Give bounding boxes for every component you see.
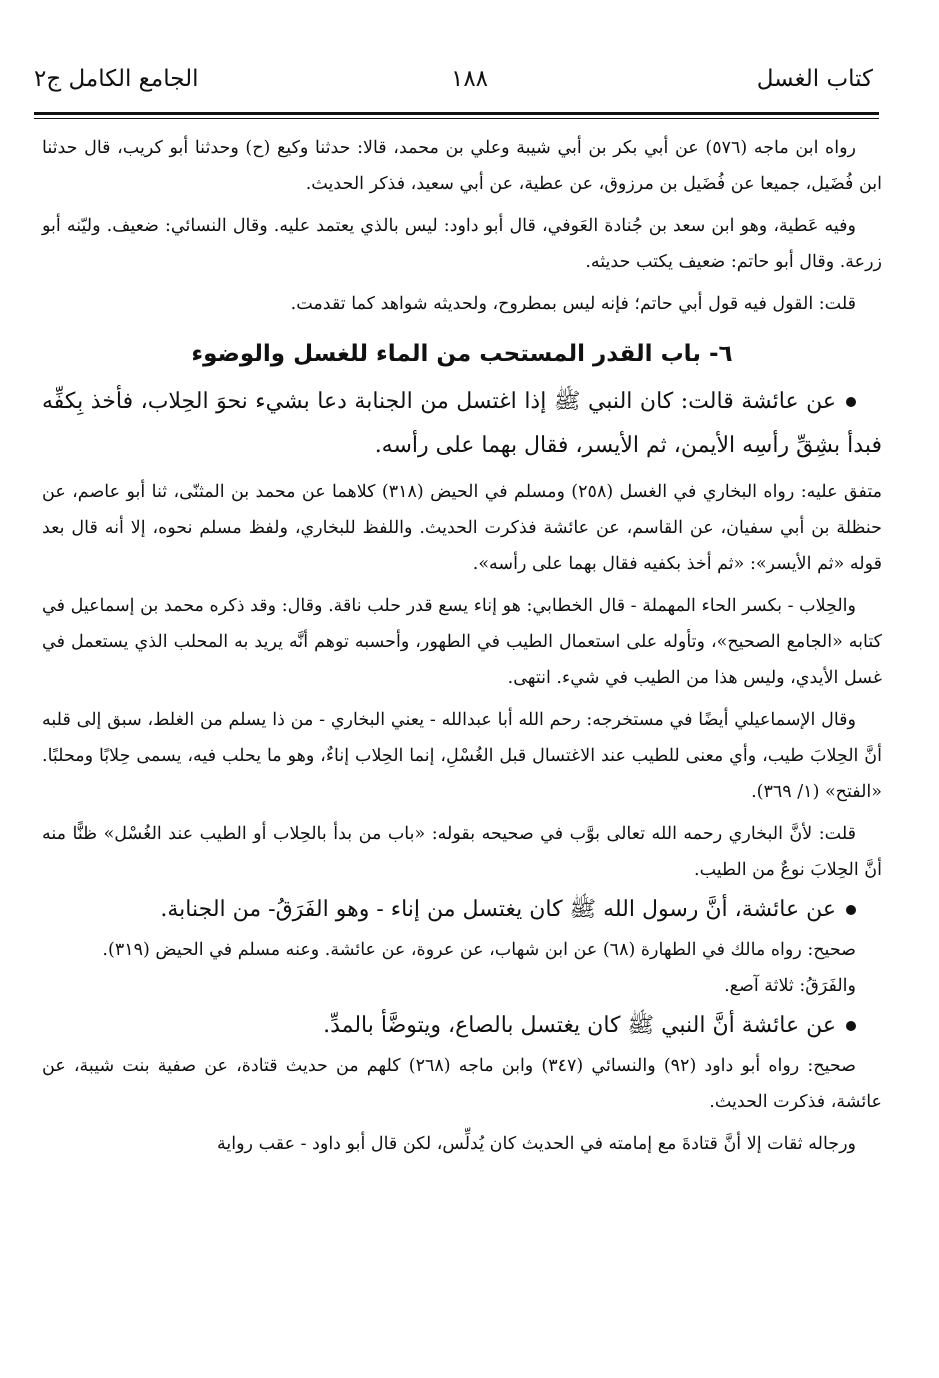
hadith-text [42, 1004, 882, 1048]
page-body [42, 130, 882, 1162]
footnote-paragraph: رواه ابن ماجه (٥٧٦) عن أبي بكر بن أبي شيبة وعلي بن محمد، قالا: حدثنا وكيع (ح) وحدثنا أبو كريب، قال حدثنا ابن فُضَيل، جميعا عن فُضَيل بن مرزوق، عن عطية، عن أبي سعيد، فذكر الحديث. [42, 138, 882, 194]
footnote-paragraph: قلت: لأنَّ البخاري رحمه الله تعالى بوَّب في صحيحه بقوله: «باب من بدأ بالحِلاب أو الطيب عند الغُسْل» ظنًّا منه أنَّ الحِلابَ نوعٌ من الطيب. [42, 824, 882, 880]
header-rule-thick [34, 112, 879, 115]
footnote-paragraph: والفَرَقُ: ثلاثة آصع. [724, 976, 856, 996]
header-rule-thin [34, 118, 879, 119]
footnote-paragraph: متفق عليه: رواه البخاري في الغسل (٢٥٨) ومسلم في الحيض (٣١٨) كلاهما عن محمد بن المثنّى، ثنا أبو عاصم، عن حنظلة بن أبي سفيان، عن القاسم، عن عائشة فذكرت الحديث. واللفظ للبخاري، ولفظ مسلم نحوه، إلا أنه قال بعد قوله «ثم الأيسر»: «ثم أخذ بكفيه فقال بهما على رأسه». [42, 482, 882, 574]
footnote-paragraph: صحيح: رواه مالك في الطهارة (٦٨) عن ابن شهاب، عن عروة، عن عائشة. وعنه مسلم في الحيض (٣١٩). [102, 940, 856, 960]
running-header-chapter: كتاب الغسل [756, 66, 873, 92]
bullet-icon [846, 397, 856, 407]
chapter-heading: ٦- باب القدر المستحب من الماء للغسل والوضوء [191, 341, 733, 367]
hadith-text-content: عن عائشة، أنَّ رسول الله ﷺ كان يغتسل من إناء - وهو الفَرَقُ- من الجنابة. [160, 897, 836, 922]
hadith-text [42, 888, 882, 932]
footnote-paragraph: صحيح: رواه أبو داود (٩٢) والنسائي (٣٤٧) وابن ماجه (٢٦٨) كلهم من حديث قتادة، عن صفية بنت شيبة، عن عائشة، فذكرت الحديث. [42, 1056, 882, 1112]
footnote-paragraph: ورجاله ثقات إلا أنَّ قتادةَ مع إمامته في الحديث كان يُدلِّس، لكن قال أبو داود - عقب رواية [216, 1134, 856, 1154]
footnote-paragraph: والحِلاب - بكسر الحاء المهملة - قال الخطابي: هو إناء يسع قدر حلب ناقة. وقال: وقد ذكره محمد بن إسماعيل في كتابه «الجامع الصحيح»، وتأوله على استعمال الطيب في الطهور، وأحسبه توهم أنَّه يريد به المحلب الذي يستعمل في غسل الأيدي، وليس هذا من الطيب في شيء. انتهى. [42, 596, 882, 688]
footnote-paragraph: وقال الإسماعيلي أيضًا في مستخرجه: رحم الله أبا عبدالله - يعني البخاري - من ذا يسلم من الغلط، سبق إلى قلبه أنَّ الحِلابَ طيب، وأي معنى للطيب عند الاغتسال قبل الغُسْلِ، إنما الحِلاب إناءٌ، وهو ما يحلب فيه، يسمى حِلابًا ومحلبًا. «الفتح» (١/ ٣٦٩). [42, 710, 882, 802]
bullet-icon [846, 905, 856, 915]
hadith-text-content: عن عائشة قالت: كان النبي ﷺ إذا اغتسل من الجنابة دعا بشيء نحوَ الحِلاب، فأخذ بِكفِّه فبدأ بشِقِّ رأسِه الأيمن، ثم الأيسر، فقال بهما على رأسه. [42, 389, 882, 458]
hadith-text-content: عن عائشة أنَّ النبي ﷺ كان يغتسل بالصاع، ويتوضَّأ بالمدِّ. [323, 1013, 836, 1038]
footnote-paragraph: وفيه عَطية، وهو ابن سعد بن جُنادة العَوفي، قال أبو داود: ليس بالذي يعتمد عليه. وقال النسائي: ضعيف. وليّنه أبو زرعة. وقال أبو حاتم: ضعيف يكتب حديثه. [42, 216, 882, 272]
footnote-paragraph: قلت: القول فيه قول أبي حاتم؛ فإنه ليس بمطروح، ولحديثه شواهد كما تقدمت. [290, 294, 856, 314]
hadith-text [42, 380, 882, 468]
page-number: ١٨٨ [450, 66, 489, 92]
bullet-icon [846, 1021, 856, 1031]
running-header-book: الجامع الكامل ج٢ [34, 66, 199, 92]
